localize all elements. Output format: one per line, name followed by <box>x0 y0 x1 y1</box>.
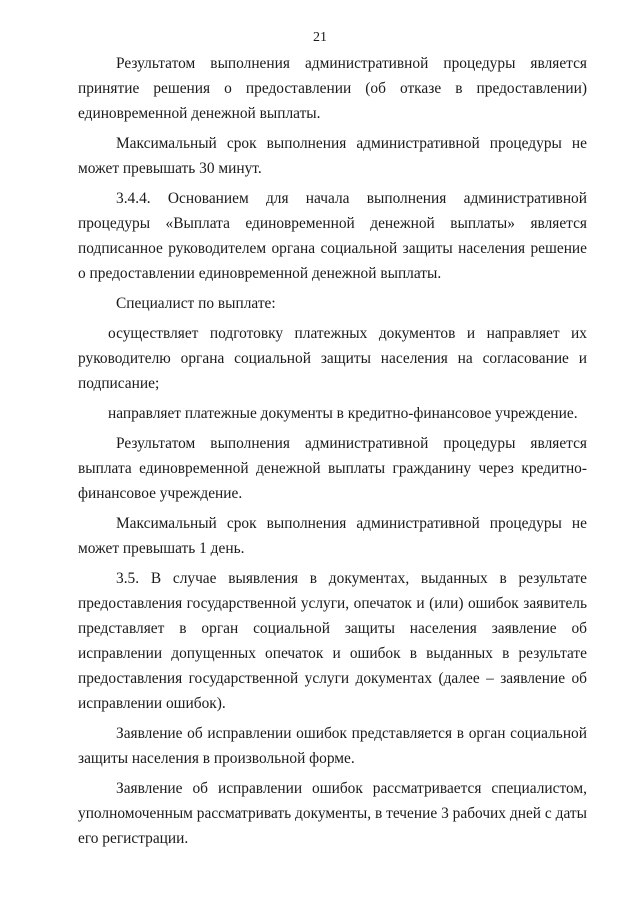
paragraph-sends-documents: направляет платежные документы в кредитно-финансовое учреждение. <box>108 405 578 422</box>
document-body <box>78 51 587 851</box>
paragraph-max-time-1-day: Максимальный срок выполнения административной процедуры не может превышать 1 день. <box>78 515 587 557</box>
paragraph-prepares-documents: осуществляет подготовку платежных документов и направляет их руководителю органа социальной защиты населения на согласование и подписание; <box>78 325 587 392</box>
paragraph-specialist: Специалист по выплате: <box>116 295 276 312</box>
paragraph-result-decision: Результатом выполнения административной процедуры является принятие решения о предоставлении (об отказе в предоставлении) единовременной денежной выплаты. <box>78 55 587 122</box>
page-number: 21 <box>313 30 327 45</box>
paragraph-3-4-4: 3.4.4. Основанием для начала выполнения административной процедуры «Выплата единовременной денежной выплаты» является подписанное руководителем органа социальной защиты населения решение о предоставлении единовременной денежной выплаты. <box>78 190 587 282</box>
paragraph-result-payment: Результатом выполнения административной процедуры является выплата единовременной денежной выплаты гражданину через кредитно-финансовое учреждение. <box>78 435 587 502</box>
paragraph-application-review: Заявление об исправлении ошибок рассматривается специалистом, уполномоченным рассматривать документы, в течение 3 рабочих дней с даты его регистрации. <box>78 780 587 847</box>
paragraph-max-time-30-min: Максимальный срок выполнения административной процедуры не может превышать 30 минут. <box>78 135 587 177</box>
paragraph-3-5: 3.5. В случае выявления в документах, выданных в результате предоставления государственной услуги, опечаток и (или) ошибок заявитель представляет в орган социальной защиты населения заявление об исправлении допущенных опечаток и ошибок в выданных в результате предоставления государственной услуги документах (далее – заявление об исправлении ошибок). <box>78 570 587 712</box>
paragraph-application-form: Заявление об исправлении ошибок представляется в орган социальной защиты населения в произвольной форме. <box>78 725 587 767</box>
